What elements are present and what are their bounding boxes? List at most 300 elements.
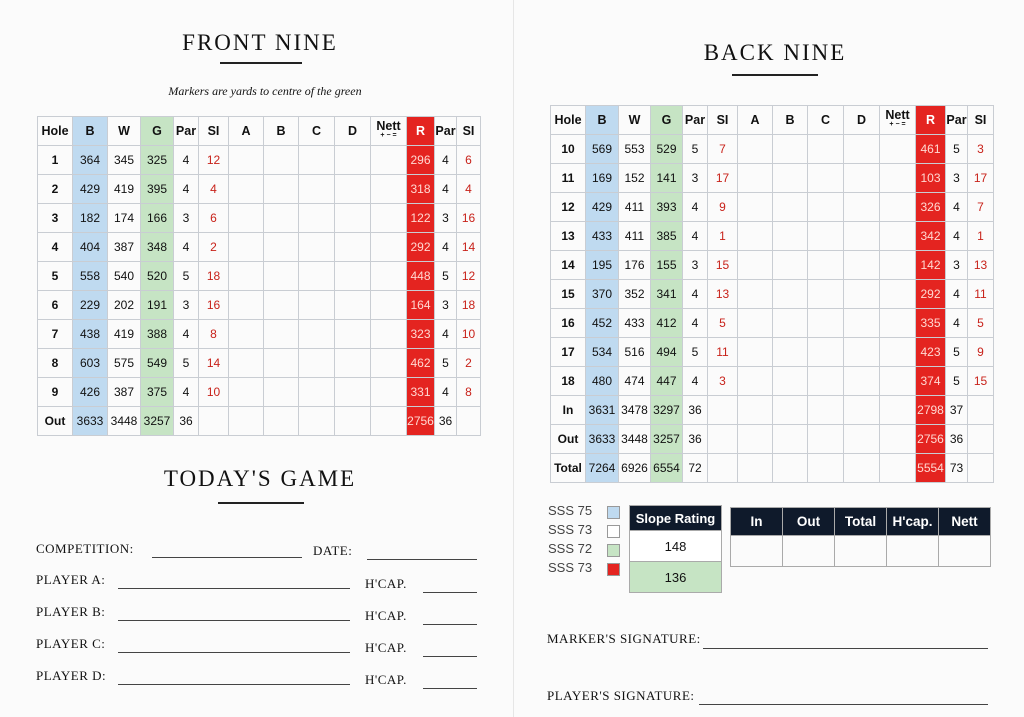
red-par: 4 bbox=[435, 320, 457, 349]
par: 4 bbox=[683, 367, 708, 396]
score-b[interactable] bbox=[773, 396, 808, 425]
red-stroke-index bbox=[457, 407, 481, 436]
score-d[interactable] bbox=[844, 309, 880, 338]
red-yards: 462 bbox=[407, 349, 435, 378]
white-yards: 152 bbox=[619, 164, 651, 193]
hole-number: Out bbox=[38, 407, 73, 436]
hole-number: 15 bbox=[551, 280, 586, 309]
white-yards: 3448 bbox=[108, 407, 141, 436]
green-yards: 6554 bbox=[651, 454, 683, 483]
red-stroke-index: 4 bbox=[457, 175, 481, 204]
hcap-field[interactable] bbox=[423, 592, 477, 593]
hole-number: 3 bbox=[38, 204, 73, 233]
score-a[interactable] bbox=[229, 175, 264, 204]
hole-number: 11 bbox=[551, 164, 586, 193]
score-b[interactable] bbox=[264, 349, 299, 378]
white-yards: 345 bbox=[108, 146, 141, 175]
header-si: SI bbox=[708, 106, 738, 135]
par: 5 bbox=[174, 349, 199, 378]
red-par: 3 bbox=[946, 164, 968, 193]
score-a[interactable] bbox=[229, 378, 264, 407]
score-a[interactable] bbox=[229, 291, 264, 320]
totals-entry-out[interactable] bbox=[783, 536, 835, 567]
hcap-label: H'CAP. bbox=[365, 640, 407, 655]
red-stroke-index bbox=[968, 454, 994, 483]
blue-yards: 404 bbox=[73, 233, 108, 262]
red-yards: 331 bbox=[407, 378, 435, 407]
red-stroke-index: 17 bbox=[968, 164, 994, 193]
par: 36 bbox=[174, 407, 199, 436]
player-name-field[interactable] bbox=[118, 684, 350, 685]
red-yards: 374 bbox=[916, 367, 946, 396]
score-d[interactable] bbox=[844, 454, 880, 483]
par: 3 bbox=[174, 204, 199, 233]
red-stroke-index: 10 bbox=[457, 320, 481, 349]
score-b[interactable] bbox=[264, 146, 299, 175]
nett-label: Nett bbox=[885, 108, 910, 122]
nett-sub: + − = bbox=[380, 132, 397, 139]
score-c[interactable] bbox=[299, 407, 335, 436]
score-d[interactable] bbox=[335, 291, 371, 320]
hcap-field[interactable] bbox=[423, 688, 477, 689]
score-d[interactable] bbox=[335, 233, 371, 262]
totals-entry-total[interactable] bbox=[835, 536, 887, 567]
green-yards: 348 bbox=[141, 233, 174, 262]
header-r: R bbox=[916, 106, 946, 135]
score-a[interactable] bbox=[229, 262, 264, 291]
score-d[interactable] bbox=[844, 338, 880, 367]
nett-score[interactable] bbox=[371, 204, 407, 233]
total-row bbox=[551, 454, 994, 483]
nett-score[interactable] bbox=[880, 193, 916, 222]
header-d: D bbox=[335, 117, 371, 146]
player-label: PLAYER D: bbox=[36, 668, 107, 683]
stroke-index: 14 bbox=[199, 349, 229, 378]
red-stroke-index: 8 bbox=[457, 378, 481, 407]
score-b[interactable] bbox=[264, 233, 299, 262]
white-yards: 411 bbox=[619, 222, 651, 251]
score-b[interactable] bbox=[264, 291, 299, 320]
score-b[interactable] bbox=[773, 164, 808, 193]
white-yards: 553 bbox=[619, 135, 651, 164]
blue-yards: 534 bbox=[586, 338, 619, 367]
score-a[interactable] bbox=[738, 338, 773, 367]
nett-score[interactable] bbox=[880, 280, 916, 309]
white-yards: 433 bbox=[619, 309, 651, 338]
blue-yards: 3633 bbox=[73, 407, 108, 436]
score-c[interactable] bbox=[808, 251, 844, 280]
score-b[interactable] bbox=[773, 338, 808, 367]
header-si: SI bbox=[457, 117, 481, 146]
score-a[interactable] bbox=[229, 349, 264, 378]
score-b[interactable] bbox=[773, 280, 808, 309]
score-b[interactable] bbox=[773, 193, 808, 222]
total-row bbox=[38, 407, 481, 436]
player-name-field[interactable] bbox=[118, 620, 350, 621]
score-d[interactable] bbox=[335, 175, 371, 204]
stroke-index: 9 bbox=[708, 193, 738, 222]
score-b[interactable] bbox=[773, 309, 808, 338]
nett-sub: + − = bbox=[889, 121, 906, 128]
stroke-index bbox=[708, 454, 738, 483]
hole-number: 18 bbox=[551, 367, 586, 396]
hcap-field[interactable] bbox=[423, 624, 477, 625]
red-yards: 326 bbox=[916, 193, 946, 222]
sss-label: SSS 75 bbox=[548, 503, 593, 518]
score-c[interactable] bbox=[299, 233, 335, 262]
header-g: G bbox=[141, 117, 174, 146]
nett-score[interactable] bbox=[371, 407, 407, 436]
score-c[interactable] bbox=[299, 146, 335, 175]
blue-yards: 603 bbox=[73, 349, 108, 378]
hole-number: 14 bbox=[551, 251, 586, 280]
nett-score[interactable] bbox=[880, 164, 916, 193]
red-par: 3 bbox=[946, 251, 968, 280]
blue-yards: 370 bbox=[586, 280, 619, 309]
score-a[interactable] bbox=[738, 135, 773, 164]
hole-number: 1 bbox=[38, 146, 73, 175]
score-c[interactable] bbox=[299, 204, 335, 233]
score-b[interactable] bbox=[773, 425, 808, 454]
blue-yards: 433 bbox=[586, 222, 619, 251]
white-yards: 540 bbox=[108, 262, 141, 291]
player-label: PLAYER A: bbox=[36, 572, 106, 587]
par: 4 bbox=[174, 378, 199, 407]
red-par: 5 bbox=[946, 367, 968, 396]
par: 5 bbox=[683, 135, 708, 164]
green-yards: 166 bbox=[141, 204, 174, 233]
score-d[interactable] bbox=[335, 262, 371, 291]
red-yards: 292 bbox=[407, 233, 435, 262]
header-b: B bbox=[586, 106, 619, 135]
white-yards: 174 bbox=[108, 204, 141, 233]
hcap-label: H'CAP. bbox=[365, 576, 407, 591]
score-a[interactable] bbox=[738, 454, 773, 483]
back-title-rule bbox=[732, 74, 818, 76]
stroke-index: 11 bbox=[708, 338, 738, 367]
score-b[interactable] bbox=[264, 378, 299, 407]
totals-entry-in[interactable] bbox=[731, 536, 783, 567]
white-yards: 352 bbox=[619, 280, 651, 309]
red-yards: 318 bbox=[407, 175, 435, 204]
markers-note: Markers are yards to centre of the green bbox=[168, 84, 362, 98]
hole-row bbox=[38, 146, 481, 175]
score-d[interactable] bbox=[844, 135, 880, 164]
red-par: 5 bbox=[435, 349, 457, 378]
red-par: 5 bbox=[946, 338, 968, 367]
hole-row bbox=[551, 251, 994, 280]
red-stroke-index: 14 bbox=[457, 233, 481, 262]
score-a[interactable] bbox=[229, 204, 264, 233]
competition-field[interactable] bbox=[152, 557, 302, 558]
score-c[interactable] bbox=[299, 262, 335, 291]
red-par: 4 bbox=[946, 193, 968, 222]
red-stroke-index: 9 bbox=[968, 338, 994, 367]
hole-number: In bbox=[551, 396, 586, 425]
score-c[interactable] bbox=[808, 193, 844, 222]
round-totals-table bbox=[730, 507, 991, 567]
marker-signature-field[interactable] bbox=[703, 648, 988, 649]
blue-yards: 229 bbox=[73, 291, 108, 320]
stroke-index: 8 bbox=[199, 320, 229, 349]
blue-yards: 3633 bbox=[586, 425, 619, 454]
red-stroke-index: 15 bbox=[968, 367, 994, 396]
green-yards: 385 bbox=[651, 222, 683, 251]
score-d[interactable] bbox=[335, 204, 371, 233]
score-d[interactable] bbox=[844, 425, 880, 454]
score-b[interactable] bbox=[773, 367, 808, 396]
player-signature-field[interactable] bbox=[699, 704, 988, 705]
header-w: W bbox=[108, 117, 141, 146]
score-b[interactable] bbox=[773, 454, 808, 483]
score-c[interactable] bbox=[808, 222, 844, 251]
red-stroke-index bbox=[968, 396, 994, 425]
score-c[interactable] bbox=[808, 425, 844, 454]
score-d[interactable] bbox=[844, 367, 880, 396]
stroke-index bbox=[708, 425, 738, 454]
red-yards: 323 bbox=[407, 320, 435, 349]
score-b[interactable] bbox=[773, 222, 808, 251]
white-yards: 176 bbox=[619, 251, 651, 280]
score-a[interactable] bbox=[738, 280, 773, 309]
player-name-field[interactable] bbox=[118, 652, 350, 653]
score-a[interactable] bbox=[738, 222, 773, 251]
score-c[interactable] bbox=[808, 454, 844, 483]
red-stroke-index: 2 bbox=[457, 349, 481, 378]
score-c[interactable] bbox=[808, 396, 844, 425]
header-hole: Hole bbox=[551, 106, 586, 135]
stroke-index: 12 bbox=[199, 146, 229, 175]
hole-number: Total bbox=[551, 454, 586, 483]
hole-number: 6 bbox=[38, 291, 73, 320]
white-yards: 3478 bbox=[619, 396, 651, 425]
score-c[interactable] bbox=[299, 291, 335, 320]
hole-row bbox=[38, 291, 481, 320]
blue-yards: 429 bbox=[73, 175, 108, 204]
hole-number: 7 bbox=[38, 320, 73, 349]
todays-game-rule bbox=[218, 502, 304, 504]
header-a: A bbox=[738, 106, 773, 135]
nett-score[interactable] bbox=[371, 262, 407, 291]
score-a[interactable] bbox=[229, 320, 264, 349]
stroke-index: 15 bbox=[708, 251, 738, 280]
par: 4 bbox=[683, 280, 708, 309]
totals-entry-hcap[interactable] bbox=[887, 536, 939, 567]
score-d[interactable] bbox=[844, 396, 880, 425]
nett-score[interactable] bbox=[880, 135, 916, 164]
score-c[interactable] bbox=[808, 164, 844, 193]
score-b[interactable] bbox=[264, 204, 299, 233]
green-yards: 191 bbox=[141, 291, 174, 320]
par: 3 bbox=[683, 164, 708, 193]
slope-rating-white: 148 bbox=[630, 531, 722, 562]
blue-yards: 438 bbox=[73, 320, 108, 349]
score-d[interactable] bbox=[844, 251, 880, 280]
totals-header-in: In bbox=[731, 508, 783, 536]
blue-yards: 195 bbox=[586, 251, 619, 280]
green-yards: 494 bbox=[651, 338, 683, 367]
green-yards: 393 bbox=[651, 193, 683, 222]
nett-score[interactable] bbox=[880, 367, 916, 396]
stroke-index: 2 bbox=[199, 233, 229, 262]
date-field[interactable] bbox=[367, 559, 477, 560]
nett-score[interactable] bbox=[371, 378, 407, 407]
nett-score[interactable] bbox=[371, 233, 407, 262]
red-yards: 2798 bbox=[916, 396, 946, 425]
hcap-field[interactable] bbox=[423, 656, 477, 657]
score-a[interactable] bbox=[738, 425, 773, 454]
hole-row bbox=[38, 378, 481, 407]
nett-score[interactable] bbox=[880, 396, 916, 425]
header-nett bbox=[371, 117, 407, 146]
green-yards: 3297 bbox=[651, 396, 683, 425]
nett-score[interactable] bbox=[371, 349, 407, 378]
red-stroke-index: 11 bbox=[968, 280, 994, 309]
red-par: 5 bbox=[435, 262, 457, 291]
header-g: G bbox=[651, 106, 683, 135]
nett-score[interactable] bbox=[371, 175, 407, 204]
par: 3 bbox=[683, 251, 708, 280]
score-c[interactable] bbox=[299, 349, 335, 378]
score-b[interactable] bbox=[264, 407, 299, 436]
par: 4 bbox=[174, 146, 199, 175]
header-c: C bbox=[299, 117, 335, 146]
hole-number: Out bbox=[551, 425, 586, 454]
nett-score[interactable] bbox=[880, 425, 916, 454]
red-stroke-index: 13 bbox=[968, 251, 994, 280]
red-yards: 448 bbox=[407, 262, 435, 291]
score-a[interactable] bbox=[738, 309, 773, 338]
nett-score[interactable] bbox=[880, 222, 916, 251]
score-b[interactable] bbox=[264, 175, 299, 204]
competition-label: COMPETITION: bbox=[36, 541, 134, 556]
par: 4 bbox=[174, 233, 199, 262]
green-yards: 447 bbox=[651, 367, 683, 396]
score-b[interactable] bbox=[264, 320, 299, 349]
score-d[interactable] bbox=[844, 193, 880, 222]
hole-number: 8 bbox=[38, 349, 73, 378]
score-a[interactable] bbox=[738, 396, 773, 425]
nett-score[interactable] bbox=[880, 454, 916, 483]
totals-header-out: Out bbox=[783, 508, 835, 536]
score-b[interactable] bbox=[773, 135, 808, 164]
red-yards: 461 bbox=[916, 135, 946, 164]
header-par: Par bbox=[946, 106, 968, 135]
red-yards: 342 bbox=[916, 222, 946, 251]
score-b[interactable] bbox=[773, 251, 808, 280]
score-c[interactable] bbox=[808, 338, 844, 367]
stroke-index: 3 bbox=[708, 367, 738, 396]
white-yards: 575 bbox=[108, 349, 141, 378]
red-par: 5 bbox=[946, 135, 968, 164]
score-c[interactable] bbox=[808, 367, 844, 396]
nett-score[interactable] bbox=[880, 251, 916, 280]
nett-score[interactable] bbox=[371, 291, 407, 320]
nett-score[interactable] bbox=[880, 338, 916, 367]
sss-swatch bbox=[607, 506, 620, 519]
player-name-field[interactable] bbox=[118, 588, 350, 589]
blue-yards: 426 bbox=[73, 378, 108, 407]
red-stroke-index: 1 bbox=[968, 222, 994, 251]
white-yards: 3448 bbox=[619, 425, 651, 454]
green-yards: 375 bbox=[141, 378, 174, 407]
par: 36 bbox=[683, 396, 708, 425]
hcap-label: H'CAP. bbox=[365, 672, 407, 687]
green-yards: 395 bbox=[141, 175, 174, 204]
score-c[interactable] bbox=[808, 135, 844, 164]
red-yards: 164 bbox=[407, 291, 435, 320]
green-yards: 3257 bbox=[141, 407, 174, 436]
score-d[interactable] bbox=[335, 320, 371, 349]
red-yards: 335 bbox=[916, 309, 946, 338]
red-yards: 2756 bbox=[407, 407, 435, 436]
red-par: 4 bbox=[435, 378, 457, 407]
hole-row bbox=[38, 320, 481, 349]
hole-number: 2 bbox=[38, 175, 73, 204]
nett-score[interactable] bbox=[371, 320, 407, 349]
score-d[interactable] bbox=[335, 378, 371, 407]
score-a[interactable] bbox=[738, 164, 773, 193]
red-par: 4 bbox=[435, 146, 457, 175]
score-c[interactable] bbox=[299, 378, 335, 407]
white-yards: 6926 bbox=[619, 454, 651, 483]
hole-number: 10 bbox=[551, 135, 586, 164]
score-c[interactable] bbox=[808, 280, 844, 309]
score-b[interactable] bbox=[264, 262, 299, 291]
header-r: R bbox=[407, 117, 435, 146]
score-d[interactable] bbox=[335, 349, 371, 378]
red-yards: 2756 bbox=[916, 425, 946, 454]
stroke-index: 18 bbox=[199, 262, 229, 291]
score-c[interactable] bbox=[808, 309, 844, 338]
par: 4 bbox=[174, 320, 199, 349]
score-d[interactable] bbox=[844, 280, 880, 309]
hcap-label: H'CAP. bbox=[365, 608, 407, 623]
red-yards: 103 bbox=[916, 164, 946, 193]
green-yards: 141 bbox=[651, 164, 683, 193]
total-row bbox=[551, 425, 994, 454]
page-fold bbox=[513, 0, 514, 717]
stroke-index: 17 bbox=[708, 164, 738, 193]
green-yards: 155 bbox=[651, 251, 683, 280]
par: 36 bbox=[683, 425, 708, 454]
header-b: B bbox=[73, 117, 108, 146]
score-a[interactable] bbox=[738, 367, 773, 396]
score-a[interactable] bbox=[229, 233, 264, 262]
red-yards: 142 bbox=[916, 251, 946, 280]
score-d[interactable] bbox=[844, 164, 880, 193]
stroke-index bbox=[199, 407, 229, 436]
back-nine-title: BACK NINE bbox=[703, 40, 847, 65]
score-d[interactable] bbox=[844, 222, 880, 251]
totals-entry-nett[interactable] bbox=[939, 536, 991, 567]
score-a[interactable] bbox=[738, 251, 773, 280]
nett-score[interactable] bbox=[371, 146, 407, 175]
score-c[interactable] bbox=[299, 175, 335, 204]
score-a[interactable] bbox=[738, 193, 773, 222]
nett-score[interactable] bbox=[880, 309, 916, 338]
header-par: Par bbox=[683, 106, 708, 135]
score-a[interactable] bbox=[229, 407, 264, 436]
header-par: Par bbox=[174, 117, 199, 146]
score-c[interactable] bbox=[299, 320, 335, 349]
score-d[interactable] bbox=[335, 407, 371, 436]
player-label: PLAYER C: bbox=[36, 636, 106, 651]
blue-yards: 429 bbox=[586, 193, 619, 222]
score-d[interactable] bbox=[335, 146, 371, 175]
stroke-index: 13 bbox=[708, 280, 738, 309]
score-a[interactable] bbox=[229, 146, 264, 175]
